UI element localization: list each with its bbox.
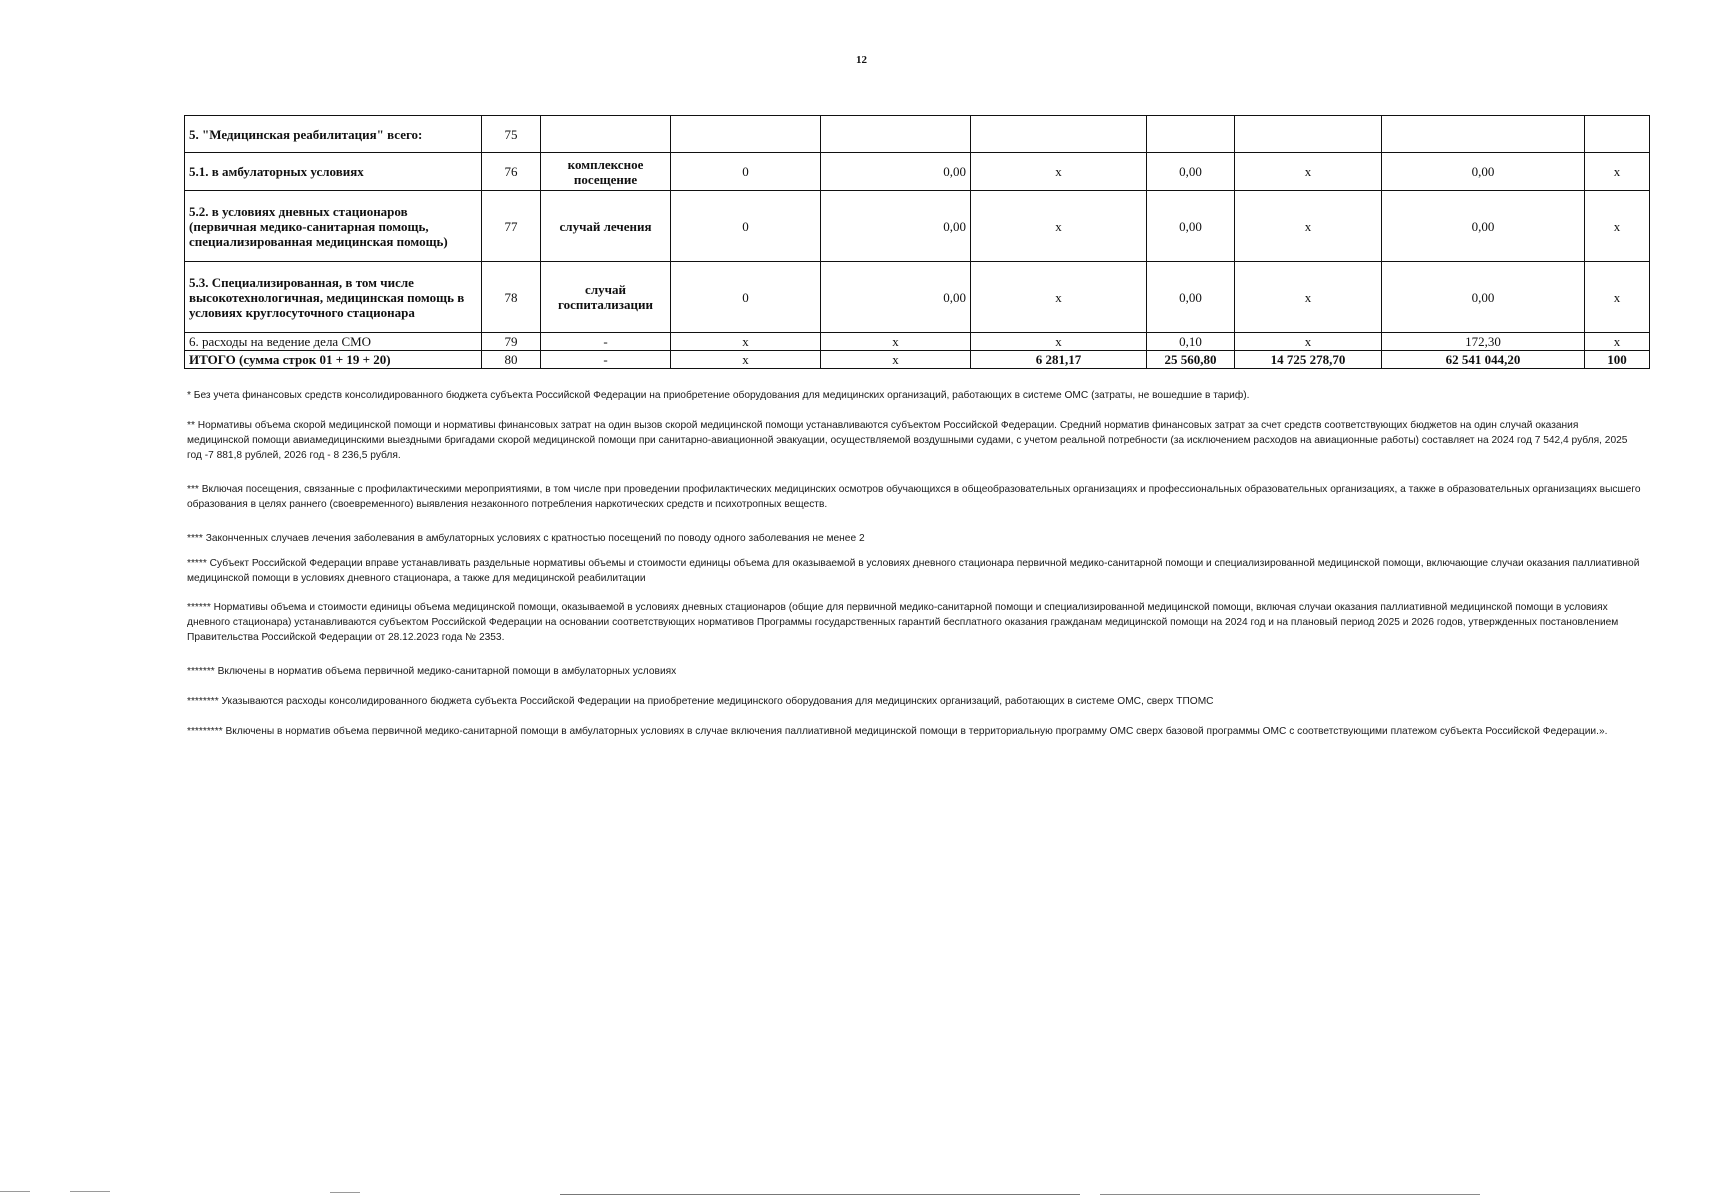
scan-artifact	[70, 1191, 110, 1192]
cell-percent: x	[1585, 191, 1650, 262]
cell-budget-per-capita: x	[971, 191, 1147, 262]
cell-budget-per-capita: 6 281,17	[971, 351, 1147, 369]
cell-percent: x	[1585, 153, 1650, 191]
cell-volume: x	[671, 351, 821, 369]
row-name: 5. "Медицинская реабилитация" всего:	[185, 116, 482, 153]
row-unit: случай госпитализации	[541, 262, 671, 333]
cell-oms-total: 0,00	[1382, 153, 1585, 191]
cell-oms-total: 172,30	[1382, 333, 1585, 351]
row-name: 5.1. в амбулаторных условиях	[185, 153, 482, 191]
cell-cost	[821, 116, 971, 153]
table-row	[185, 116, 1650, 153]
cell-cost: x	[821, 351, 971, 369]
cell-budget-total	[1235, 116, 1382, 153]
footnote-9: ********* Включены в норматив объема первичной медико-санитарной помощи в амбулаторных условиях в случае включения паллиативной медицинской помощи в территориальную программу ОМС сверх базовой программы ОМС с соответствующими платежом субъекта Российской Федерации.».	[187, 726, 1608, 737]
scan-artifact	[560, 1194, 1080, 1195]
footnote-2: ** Нормативы объема скорой медицинской помощи и нормативы финансовых затрат на один вызов скорой медицинской помощи устанавливаются субъектом Российской Федерации. Средний норматив финансовых затрат за счет средств соответствующих бюджетов на один случай оказания медицинской помощи авиамедицинскими выездными бригадами скорой медицинской помощи при санитарно-авиационной эвакуации, осуществляемой воздушными судами, с учетом реальной потребности (за исключением расходов на авиационные работы) составляет на 2024 год 7 542,4 рубля, 2025 год -7 881,8 рублей, 2026 год - 8 236,5 рубля.	[187, 420, 1628, 461]
footnote-8: ******** Указываются расходы консолидированного бюджета субъекта Российской Федерации на приобретение медицинского оборудования для медицинских организаций, работающих в системе ОМС, сверх ТПОМС	[187, 696, 1214, 707]
row-unit: случай лечения	[541, 191, 671, 262]
row-code: 77	[482, 191, 541, 262]
row-name: 5.2. в условиях дневных стационаров (первичная медико-санитарная помощь, специализированная медицинская помощь)	[185, 191, 482, 262]
cell-oms-total: 0,00	[1382, 191, 1585, 262]
table-row	[185, 333, 1650, 351]
financing-table	[184, 115, 1650, 369]
scan-artifact	[0, 1191, 30, 1192]
cell-volume: x	[671, 333, 821, 351]
cell-budget-total: x	[1235, 262, 1382, 333]
footnote-6: ****** Нормативы объема и стоимости единицы объема медицинской помощи, оказываемой в условиях дневных стационаров (общие для первичной медико-санитарной помощи и специализированной медицинской помощи, включая случаи оказания паллиативной медицинской помощи в условиях дневного стационара) устанавливаются субъектом Российской Федерации на основании соответствующих нормативов Программы государственных гарантий бесплатного оказания гражданам медицинской помощи на 2024 год и на плановый период 2025 и 2026 годов, утвержденных постановлением Правительства Российской Федерации от 28.12.2023 года № 2353.	[187, 602, 1619, 643]
cell-percent: x	[1585, 262, 1650, 333]
cell-budget-total: x	[1235, 191, 1382, 262]
footnote-4: **** Законченных случаев лечения заболевания в амбулаторных условиях с кратностью посещений по поводу одного заболевания не менее 2	[187, 533, 865, 544]
cell-volume: 0	[671, 262, 821, 333]
cell-budget-total: 14 725 278,70	[1235, 351, 1382, 369]
scan-artifact	[330, 1192, 360, 1193]
row-unit: комплексное посещение	[541, 153, 671, 191]
cell-percent	[1585, 116, 1650, 153]
cell-volume: 0	[671, 191, 821, 262]
cell-cost: 0,00	[821, 153, 971, 191]
footnote-1: * Без учета финансовых средств консолидированного бюджета субъекта Российской Федерации на приобретение оборудования для медицинских организаций, работающих в системе ОМС (затраты, не вошедшие в тариф).	[187, 390, 1250, 401]
cell-oms-per-capita: 0,00	[1147, 262, 1235, 333]
scan-artifact	[1100, 1194, 1480, 1195]
footnote-3: *** Включая посещения, связанные с профилактическими мероприятиями, в том числе при проведении профилактических медицинских осмотров обучающихся в общеобразовательных организациях и профессиональных образовательных организациях, а также в образовательных организациях высшего образования в целях раннего (своевременного) выявления незаконного потребления наркотических средств и психотропных веществ.	[187, 484, 1641, 510]
table-row	[185, 191, 1650, 262]
table-row	[185, 153, 1650, 191]
cell-cost: 0,00	[821, 262, 971, 333]
cell-budget-per-capita: x	[971, 262, 1147, 333]
cell-oms-per-capita: 0,10	[1147, 333, 1235, 351]
row-name: 5.3. Специализированная, в том числе высокотехнологичная, медицинская помощь в условиях круглосуточного стационара	[185, 262, 482, 333]
cell-oms-total	[1382, 116, 1585, 153]
cell-percent: x	[1585, 333, 1650, 351]
cell-oms-per-capita	[1147, 116, 1235, 153]
row-name: 6. расходы на ведение дела СМО	[185, 333, 482, 351]
row-unit: -	[541, 333, 671, 351]
cell-oms-per-capita: 0,00	[1147, 153, 1235, 191]
table-row-total	[185, 351, 1650, 369]
cell-cost: x	[821, 333, 971, 351]
page-number: 12	[856, 54, 867, 66]
cell-percent: 100	[1585, 351, 1650, 369]
cell-budget-total: x	[1235, 153, 1382, 191]
row-unit	[541, 116, 671, 153]
cell-budget-per-capita: x	[971, 153, 1147, 191]
cell-oms-total: 62 541 044,20	[1382, 351, 1585, 369]
row-code: 78	[482, 262, 541, 333]
cell-oms-total: 0,00	[1382, 262, 1585, 333]
cell-oms-per-capita: 0,00	[1147, 191, 1235, 262]
footnote-7: ******* Включены в норматив объема первичной медико-санитарной помощи в амбулаторных условиях	[187, 666, 677, 677]
cell-budget-per-capita: x	[971, 333, 1147, 351]
cell-cost: 0,00	[821, 191, 971, 262]
cell-budget-per-capita	[971, 116, 1147, 153]
cell-budget-total: x	[1235, 333, 1382, 351]
cell-volume	[671, 116, 821, 153]
row-unit: -	[541, 351, 671, 369]
row-code: 79	[482, 333, 541, 351]
row-name: ИТОГО (сумма строк 01 + 19 + 20)	[185, 351, 482, 369]
row-code: 76	[482, 153, 541, 191]
cell-volume: 0	[671, 153, 821, 191]
row-code: 75	[482, 116, 541, 153]
row-code: 80	[482, 351, 541, 369]
footnote-5: ***** Субъект Российской Федерации вправе устанавливать раздельные нормативы объемы и стоимости единицы объема для оказываемой в условиях дневного стационара первичной медико-санитарной помощи и специализированной медицинской помощи, включающие случаи оказания паллиативной медицинской помощи в условиях дневного стационара, а также для медицинской реабилитации	[187, 558, 1640, 584]
table-row	[185, 262, 1650, 333]
cell-oms-per-capita: 25 560,80	[1147, 351, 1235, 369]
